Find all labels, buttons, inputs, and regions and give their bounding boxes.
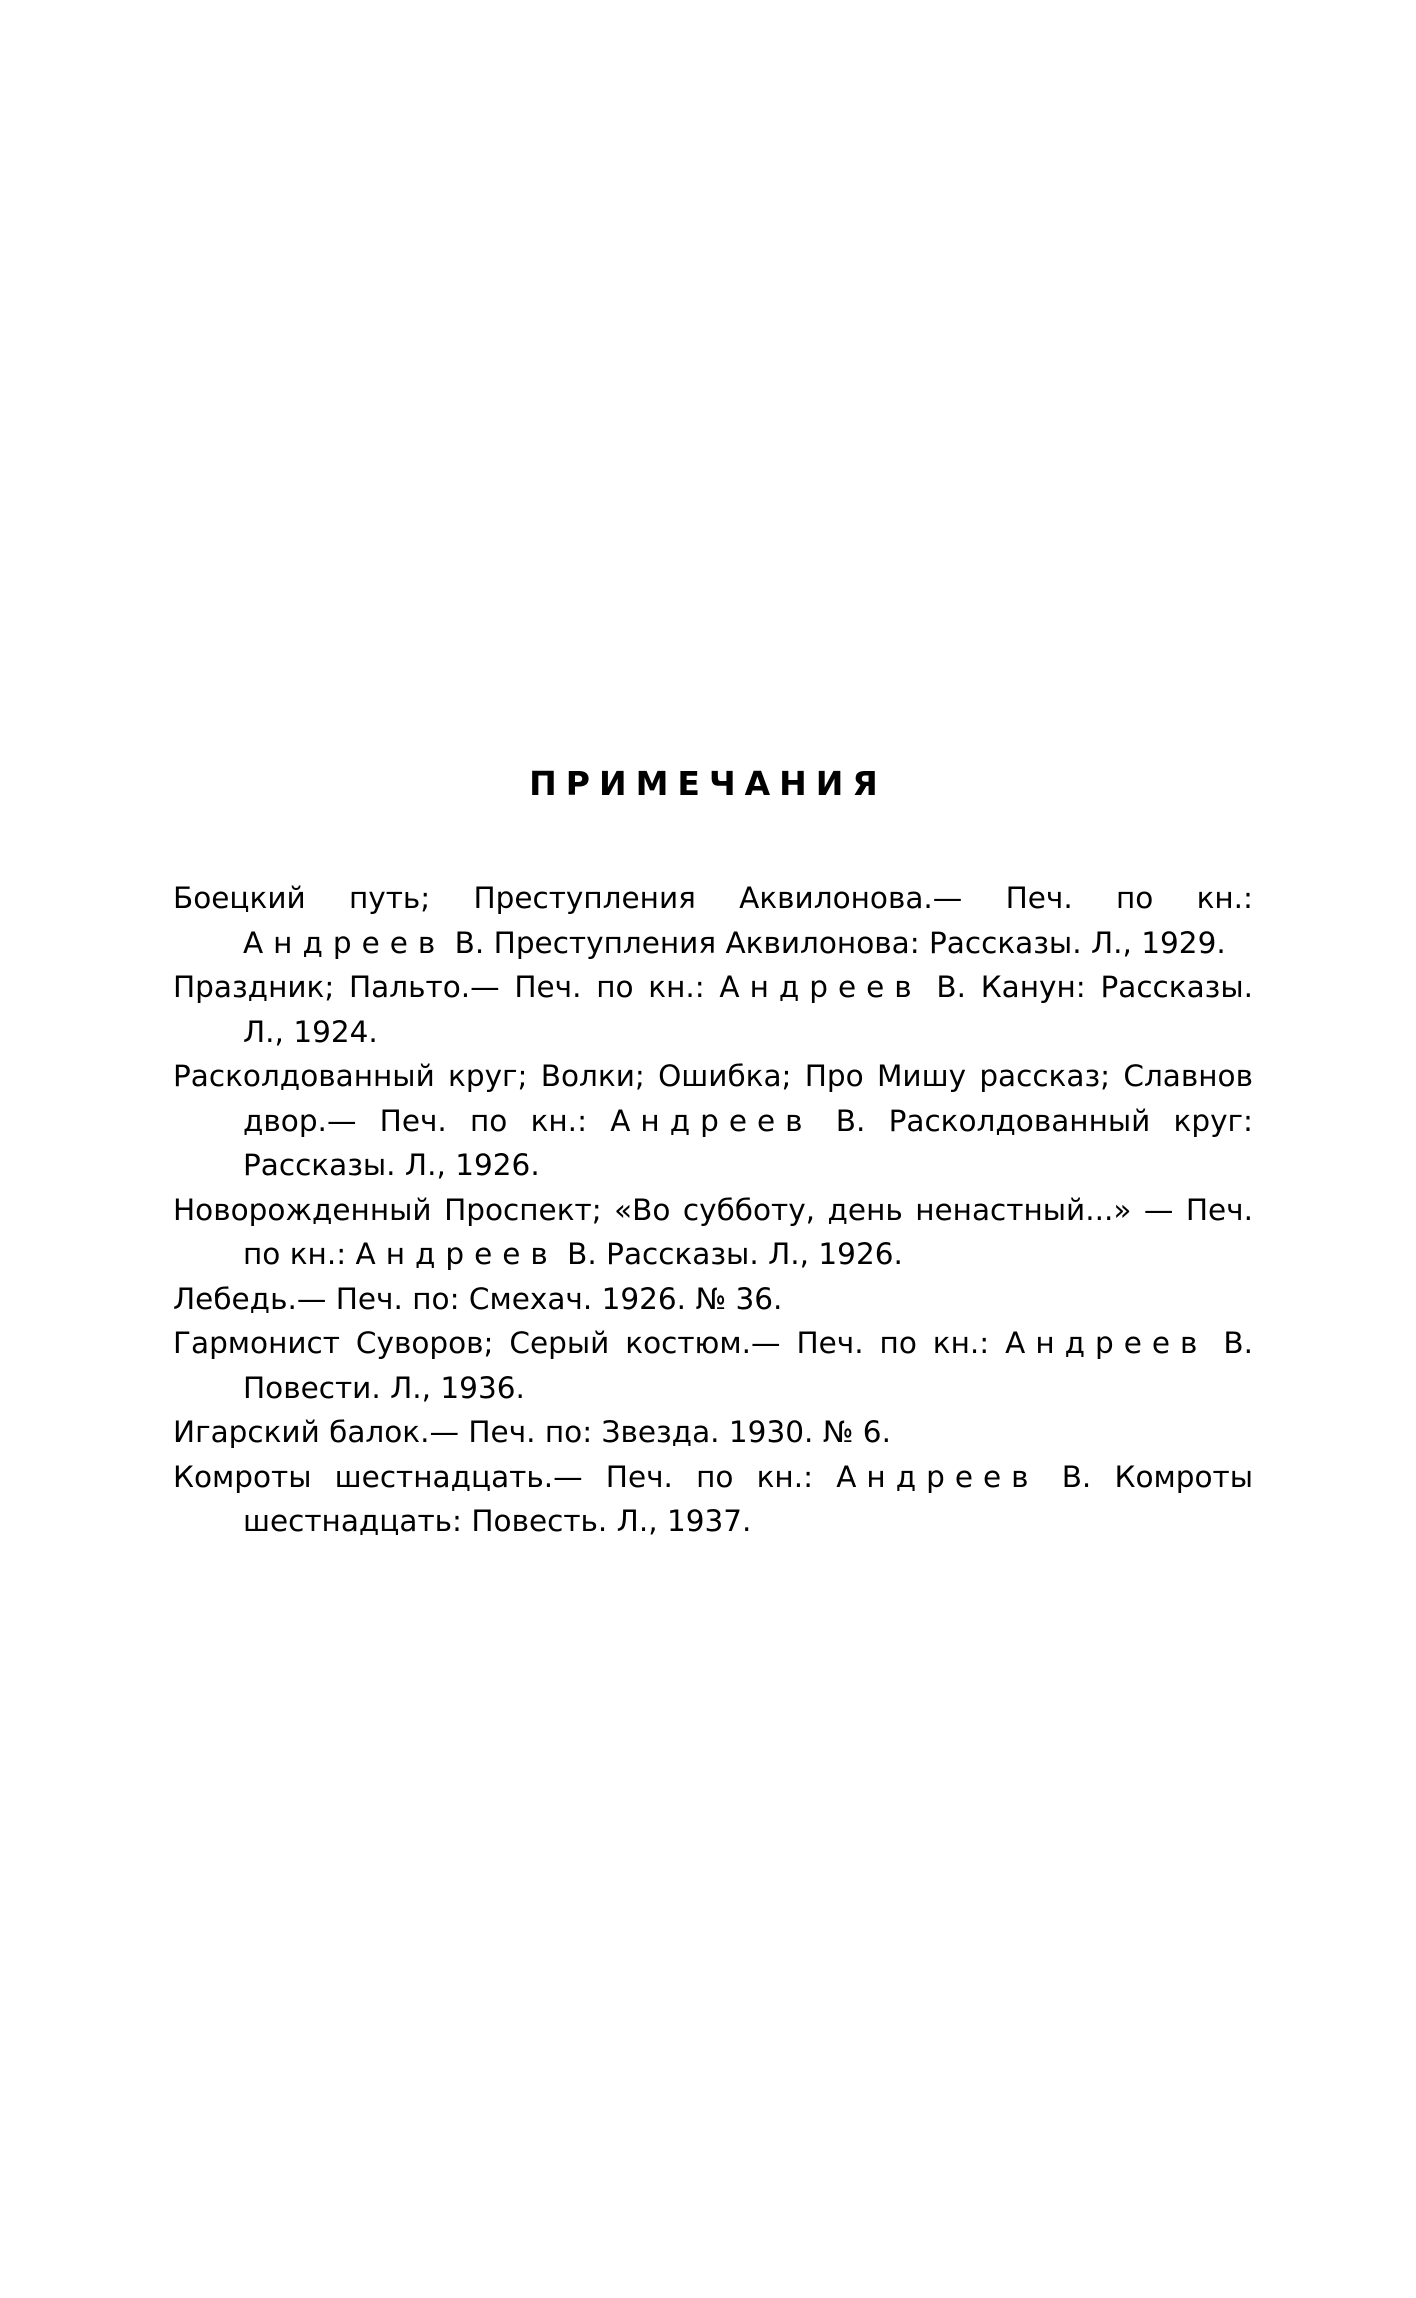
note-source-prefix: — Печ. по: Смехач. 1926. № 36. [296,1281,783,1316]
note-author: Андреев [719,970,922,1004]
note-source-rest: В. Комроты шестнадцать: Повесть. Л., 1937. [243,1459,1253,1538]
note-entry [173,1277,1253,1322]
note-entry [173,1455,1253,1544]
note-works: Игарский балок. [173,1415,430,1449]
note-entry [173,1188,1253,1277]
page-title: ПРИМЕЧАНИЯ [529,764,887,803]
note-author: Андреев [355,1237,558,1271]
note-author: Андреев [1005,1326,1208,1360]
note-works: Расколдованный круг; Волки; Ошибка; Про Мишу рассказ; Славнов двор. [173,1059,1253,1138]
note-source-rest: В. Канун: Рассказы. Л., 1924. [243,970,1254,1049]
note-source-prefix: — Печ. по: Звезда. 1930. № 6. [429,1415,891,1449]
note-entry [173,1321,1253,1410]
note-entry [173,1054,1253,1188]
note-author: Андреев [610,1103,813,1138]
note-works: Праздник; Пальто. [173,970,471,1004]
note-source-prefix: — Печ. по кн.: [553,1459,837,1494]
note-author: Андреев [836,1459,1039,1494]
note-source-prefix: — Печ. по кн.: [751,1326,1006,1360]
note-source-rest: В. Рассказы. Л., 1926. [557,1237,903,1271]
note-source-prefix: — Печ. по кн.: [243,1192,1253,1271]
note-works: Новорожденный Проспект; «Во субботу, день ненастный...» [173,1192,1132,1227]
note-works: Боецкий путь; Преступления Аквилонова. [173,881,933,915]
note-works: Гармонист Суворов; Серый костюм. [173,1326,752,1360]
note-source-prefix: — Печ. по кн.: [932,881,1253,915]
note-works: Лебедь. [173,1281,297,1316]
note-source-rest: В. Расколдованный круг: Рассказы. Л., 1926. [243,1103,1253,1182]
note-entry [173,965,1253,1054]
notes-list [173,876,1253,1544]
note-source-rest: В. Преступления Аквилонова: Рассказы. Л., 1929. [445,925,1226,960]
note-works: Комроты шестнадцать. [173,1459,554,1494]
note-author: Андреев [243,925,446,960]
note-entry [173,1410,1253,1455]
note-entry [173,876,1253,965]
note-source-rest: В. Повести. Л., 1936. [243,1326,1254,1405]
note-source-prefix: — Печ. по кн.: [470,970,720,1004]
note-source-prefix: — Печ. по кн.: [326,1103,611,1138]
